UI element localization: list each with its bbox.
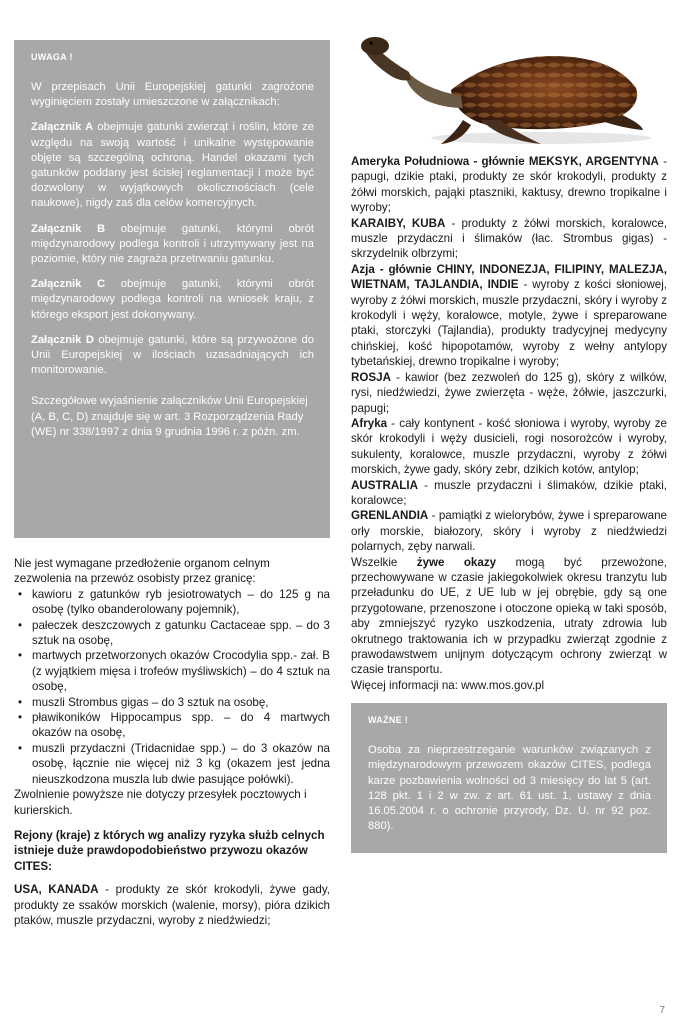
region-africa (351, 416, 667, 478)
more-info-link[interactable]: Więcej informacji na: www.mos.gov.pl (351, 678, 545, 692)
annex-d-text: obejmuje gatunki, które są przywożone do Unii Europejskiej w ilościach uzasadniających ich monitorowanie. (31, 333, 315, 377)
exemptions-note: Zwolnienie powyższe nie dotyczy przesyłek pocztowych i kurierskich. (14, 788, 307, 817)
region-text: - cały kontynent - kość słoniowa i wyroby, wyroby ze skór krokodyli i węży dusicieli, rogi nosorożców i wyroby, sukulenty, koralowce, muszle przydaczni, wyroby z żółwi morskich, żywe gady, skóry zebr, dzikich kotów, antylop; (351, 416, 667, 477)
list-item: • kawioru z gatunków ryb jesiotrowatych – do 125 g na osobę (tylko obanderolowany pojemnik), (32, 587, 330, 618)
warning-box (14, 40, 330, 538)
important-title: WAŻNE ! (368, 715, 409, 726)
annex-d (31, 333, 314, 379)
list-item: • pałeczek deszczowych z gatunku Cactaceae spp. – do 3 sztuk na osobę, (32, 618, 330, 649)
region-text: - pamiątki z wielorybów, żywe i spreparowane orły morskie, białozory, skóry i wyroby z niedźwiedzi polarnych, zęby narwali. (351, 509, 667, 554)
region-greenland (351, 508, 667, 554)
region-name: Azja - głównie CHINY, INDONEZJA, FILIPINY, MALEZJA, WIETNAM, TAJLANDIA, INDIE (351, 262, 667, 292)
annex-a (31, 120, 314, 211)
region-text: - produkty z żółwi morskich, koralowce, muszle przydaczni i ślimaków (łac. Strombus gigas) - skrzydelnik olbrzymi; (351, 216, 667, 261)
regions-section (351, 154, 667, 693)
live-prefix: Wszelkie (351, 555, 417, 569)
warning-title: UWAGA ! (31, 52, 73, 62)
region-asia (351, 262, 667, 370)
region-usa-canada (14, 882, 330, 928)
annex-c-label: Załącznik C (31, 278, 106, 291)
annex-b (31, 222, 314, 268)
region-text: - papugi, dzikie ptaki, produkty ze skór krokodyli, produkty z żółwi morskich, pająki ptaszniki, kaktusy, drewno tropikalne i wyroby; (351, 155, 667, 215)
important-box (351, 703, 667, 853)
risk-heading: Rejony (kraje) z których wg analizy ryzyka służb celnych istnieje duże prawdopodobieństwo przywozu okazów CITES: (14, 828, 325, 873)
sea-turtle-photo (351, 30, 667, 148)
annex-c-text: obejmuje gatunki, którymi obrót międzynarodowy podlega kontroli na wniosek kraju, z którego eksport jest dokonywany. (31, 278, 314, 321)
live-specimens (351, 555, 667, 678)
list-item: • muszli Strombus gigas – do 3 sztuk na osobę, (32, 695, 330, 710)
annex-c (31, 277, 314, 323)
region-text: - muszle przydaczni i ślimaków, dzikie ptaki, koralowce; (351, 478, 667, 507)
important-text: Osoba za nieprzestrzeganie warunków związanych z międzynarodowym przewozem okazów CITES, podlega karze pozbawienia wolności od 3 miesięcy do lat 5 (art. 128 pkt. 1 i 2 w zw. z art. 61 ust. 1, ustawy z dnia 16.05.2004 r. o ochronie przyrody, Dz. U. nr 92 poz. 880). (368, 744, 651, 833)
region-caribbean (351, 216, 667, 262)
region-name: ROSJA (351, 370, 391, 384)
region-name: GRENLANDIA (351, 509, 429, 523)
list-item: • martwych przetworzonych okazów Crocodylia spp.- zał. B (z wyjątkiem mięsa i trofeów myśliwskich) – do 4 sztuk na osobę, (32, 648, 330, 694)
region-name: Afryka (351, 416, 388, 430)
region-russia (351, 370, 667, 416)
right-column (351, 30, 667, 853)
region-south-america (351, 154, 667, 216)
live-bold: żywe okazy (416, 555, 497, 569)
annex-b-label: Załącznik B (31, 222, 106, 235)
annex-a-text: obejmuje gatunki zwierząt i roślin, które ze względu na swoją wartość i unikalne występowanie objęte są szczególną ochroną. Handel okazami tych gatunków poddany jest ścisłej reglamentacji i może być dozwolony w wyjątkowych okolicznościach (cele naukowe), nigdy zaś dla celów komercyjnych. (31, 121, 315, 210)
live-text: mogą być przewożone, przechowywane w czasie jakiegokolwiek okresu tranzytu lub przeładunku do UE, z UE lub w jej obrębie, gdy są one przygotowane, przenoszone i otoczone opieką w taki sposób, aby zmniejszyć ryzyko uszkodzenia, utraty zdrowia lub okrutnego traktowania ich w przypadku zwierząt zgodnie z prawodawstwem unijnym dotyczącym ochrony zwierząt w czasie transportu. (351, 555, 667, 677)
sea-turtle-icon (351, 30, 667, 148)
region-name: KARAIBY, KUBA (351, 216, 446, 230)
region-name: Ameryka Południowa - głównie MEKSYK, ARGENTYNA (351, 155, 659, 168)
region-text: - wyroby z kości słoniowej, wyroby z żółwi morskich, muszle przydaczni, skóry i wyroby z krokodyli i węży, koralowce, motyle, żywe i spreparowane ptaki, storczyki (Tajlandia), produkty tradycyjnej medycyny chińskiej, kość hipopotamów, wyroby z wełny antylopy tybetańskiej, drewno tropikalne i wyroby; (351, 278, 667, 369)
left-column (14, 40, 330, 928)
exemptions-section (14, 556, 330, 928)
region-australia (351, 478, 667, 509)
page-number: 7 (659, 1005, 665, 1016)
annex-d-label: Załącznik D (31, 333, 94, 346)
exemptions-intro: Nie jest wymagane przedłożenie organom celnym zezwolenia na przewóz osobisty przez granicę: (14, 557, 270, 586)
warning-details: Szczegółowe wyjaśnienie załączników Unii Europejskiej (A, B, C, D) znajduje się w art. 3 Rozporządzenia Rady (WE) nr 338/1997 z dnia 9 grudnia 1996 r. z późn. zm. (31, 395, 308, 438)
annex-b-text: obejmuje gatunki, którymi obrót międzynarodowy podlega kontroli i utrzymywany jest na poziomie, który nie zagraża przetrwaniu gatunku. (31, 222, 314, 266)
region-text: - produkty ze skór krokodyli, żywe gady, produkty ze ssaków morskich (walenie, morsy), pióra dzikich ptaków, muszle przydaczni, wyroby z niedźwiedzi; (14, 883, 331, 927)
warning-intro: W przepisach Unii Europejskiej gatunki zagrożone wyginięciem zostały umieszczone w załącznikach: (31, 81, 314, 109)
region-name: USA, KANADA (14, 883, 99, 897)
exemptions-list (14, 587, 330, 787)
list-item: • pławikoników Hippocampus spp. – do 4 martwych okazów na osobę, (32, 710, 330, 741)
annex-a-label: Załącznik A (31, 121, 94, 134)
region-name: AUSTRALIA (351, 478, 418, 492)
region-text: - kawior (bez zezwoleń do 125 g), skóry z wilków, rysi, niedźwiedzi, żywe zwierzęta - węże, żółwie, jaszczurki, papugi; (351, 370, 667, 415)
list-item: • muszli przydaczni (Tridacnidae spp.) – do 3 okazów na osobę, łącznie nie więcej niż 3 kg (okazem jest jedna nieuszkodzona muszla lub dwie pasujące połówki). (32, 741, 330, 787)
